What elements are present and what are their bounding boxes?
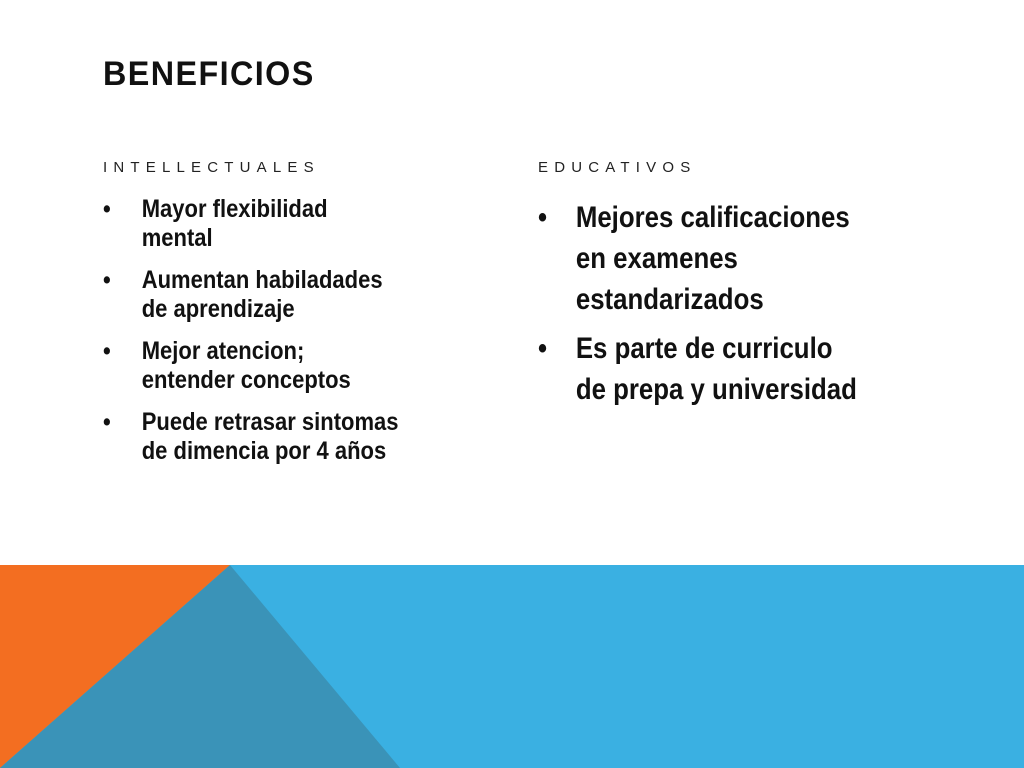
intellectual-benefit-item bbox=[103, 408, 402, 466]
bullet-icon: • bbox=[103, 337, 111, 365]
educational-benefit-item bbox=[538, 328, 869, 410]
benefit-text: Aumentan habiladades de aprendizaje bbox=[141, 266, 383, 323]
benefit-text: Mayor flexibilidad mental bbox=[141, 195, 328, 252]
educational-benefit-item bbox=[538, 197, 869, 320]
benefit-text: Mejores calificaciones en examenes estandarizados bbox=[575, 201, 850, 316]
bullet-icon: • bbox=[103, 408, 111, 436]
intellectual-benefit-item bbox=[103, 195, 402, 253]
decorative-bottom-band bbox=[0, 565, 1024, 768]
benefit-text: Es parte de curriculo de prepa y universidad bbox=[575, 332, 857, 406]
bullet-icon: • bbox=[103, 195, 111, 223]
educational-benefits-list bbox=[538, 197, 869, 418]
slide-title: BENEFICIOS bbox=[103, 55, 315, 93]
intellectual-benefit-item bbox=[103, 266, 402, 324]
bullet-icon: • bbox=[538, 332, 548, 365]
benefit-text: Mejor atencion; entender conceptos bbox=[141, 337, 351, 394]
intellectual-heading: INTELLECTUALES bbox=[103, 159, 320, 176]
bullet-icon: • bbox=[103, 266, 111, 294]
intellectual-benefit-item bbox=[103, 337, 402, 395]
bullet-icon: • bbox=[538, 201, 548, 234]
intellectual-benefits-list bbox=[103, 195, 402, 479]
benefit-text: Puede retrasar sintomas de dimencia por 4 años bbox=[141, 408, 399, 465]
educational-heading: EDUCATIVOS bbox=[538, 159, 697, 176]
